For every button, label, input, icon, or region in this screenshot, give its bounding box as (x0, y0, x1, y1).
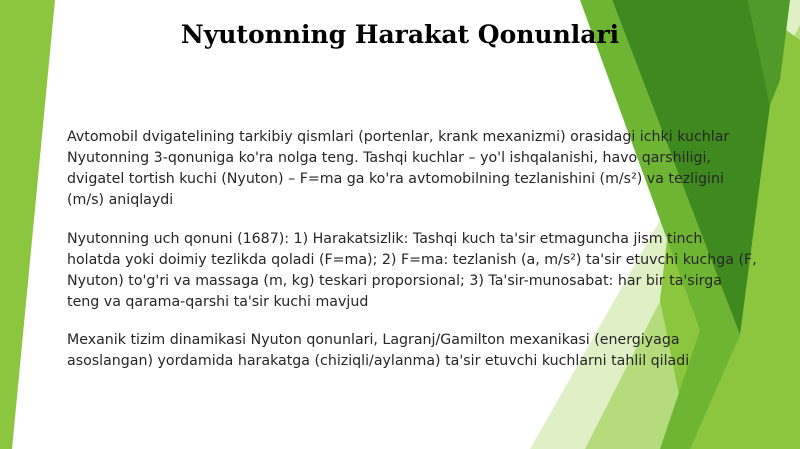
paragraph-1: Avtomobil dvigatelining tarkibiy qismlari (portenlar, krank mexanizmi) orasidagi ichki kuchlar Nyutonning 3-qonuniga ko'ra nolga teng. Tashqi kuchlar – yo'l ishqalanishi, havo qarshiligi, dvigatel tortish kuchi (Nyuton) – F=ma ga ko'ra avtomobilning tezlanishini (m/s²) va tezligini (m/s) aniqlaydi (67, 129, 730, 208)
paragraph-2: Nyutonning uch qonuni (1687): 1) Harakatsizlik: Tashqi kuch ta'sir etmaguncha jism tinch holatda yoki doimiy tezlikda qoladi (F=ma); 2) F=ma: tezlanish (a, m/s²) ta'sir etuvchi kuchga (F, Nyuton) to'g'ri va massaga (m, kg) teskari proporsional; 3) Ta'sir-munosabat: har bir ta'sirga teng va qarama-qarshi ta'sir kuchi mavjud (67, 231, 757, 310)
paragraph-3: Mexanik tizim dinamikasi Nyuton qonunlari, Lagranj/Gamilton mexanikasi (energiyaga asoslangan) yordamida harakatga (chiziqli/aylanma) ta'sir etuvchi kuchlarni tahlil qiladi (67, 332, 690, 369)
slide-title: Nyutonning Harakat Qonunlari (180, 20, 620, 49)
